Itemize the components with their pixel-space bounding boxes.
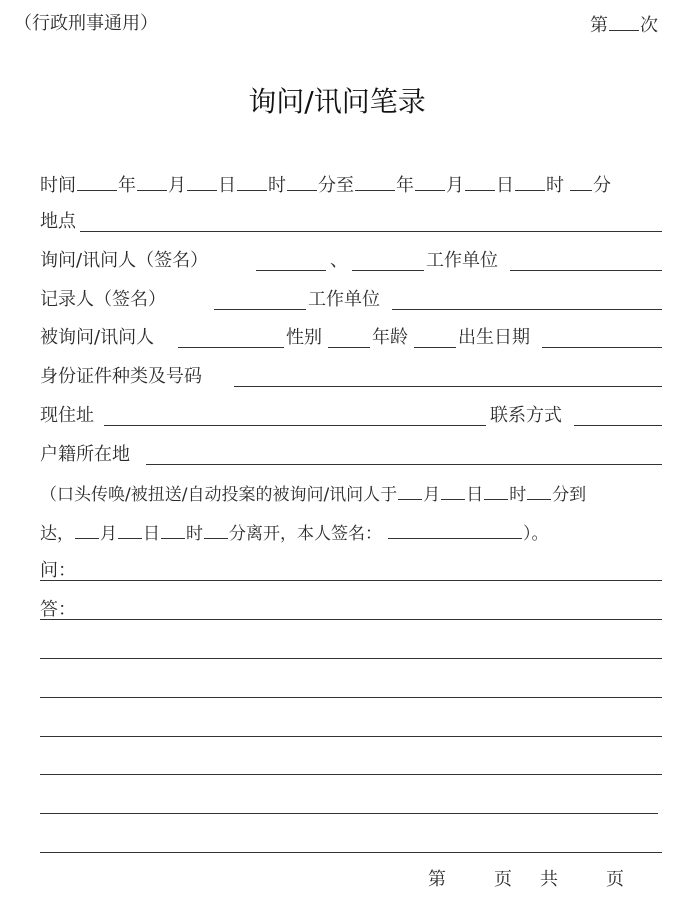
- interviewer-separator: 、: [330, 250, 348, 271]
- end-day-field[interactable]: [465, 172, 495, 191]
- leave-day-label: 日: [143, 524, 160, 544]
- answer-line-3[interactable]: [40, 697, 662, 698]
- leave-month-field[interactable]: [75, 520, 99, 539]
- question-label: 问：: [40, 560, 76, 581]
- answer-line-1[interactable]: [40, 619, 662, 620]
- answer-line-7[interactable]: [40, 852, 662, 853]
- footer-total-prefix: 共: [540, 869, 558, 890]
- leave-minute-field[interactable]: [204, 520, 228, 539]
- arrival-minute-label: 分到: [552, 485, 587, 505]
- place-field[interactable]: [80, 231, 662, 232]
- arrival-hour-field[interactable]: [484, 481, 508, 500]
- answer-line-2[interactable]: [40, 658, 662, 659]
- day2-label: 日: [496, 175, 514, 196]
- visit-count-suffix: 次: [640, 15, 658, 36]
- leave-hour-field[interactable]: [161, 520, 185, 539]
- interviewer-unit-field[interactable]: [510, 270, 662, 271]
- start-year-field[interactable]: [77, 172, 117, 191]
- end-minute-field[interactable]: [570, 172, 592, 191]
- footer-total-suffix: 页: [606, 869, 624, 890]
- footer-page-middle: 页: [494, 869, 512, 890]
- arrival-line-2: [40, 520, 549, 544]
- arrival-month-field[interactable]: [398, 481, 422, 500]
- id-label: 身份证件种类及号码: [40, 366, 202, 387]
- answer-line-4[interactable]: [40, 736, 662, 737]
- month2-label: 月: [446, 175, 464, 196]
- interviewer-2-field[interactable]: [352, 270, 424, 271]
- household-field[interactable]: [146, 464, 662, 465]
- contact-label: 联系方式: [490, 405, 562, 426]
- visit-count: [590, 12, 658, 38]
- footer-page-prefix: 第: [428, 869, 446, 890]
- recorder-unit-field[interactable]: [392, 309, 662, 310]
- age-label: 年龄: [372, 327, 408, 348]
- interviewer-label: 询问/讯问人（签名）: [40, 250, 209, 271]
- answer-line-5[interactable]: [40, 774, 662, 775]
- time-label: 时间: [40, 175, 76, 196]
- recorder-field[interactable]: [214, 309, 306, 310]
- arrival-line-1: [40, 481, 586, 505]
- arrival-minute-field[interactable]: [527, 481, 551, 500]
- start-day-field[interactable]: [187, 172, 217, 191]
- address-field[interactable]: [104, 425, 486, 426]
- leave-day-field[interactable]: [118, 520, 142, 539]
- household-label: 户籍所在地: [40, 444, 130, 465]
- age-field[interactable]: [414, 347, 456, 348]
- visit-count-prefix: 第: [590, 15, 608, 36]
- start-hour-field[interactable]: [237, 172, 267, 191]
- interviewer-unit-label: 工作单位: [426, 250, 498, 271]
- interviewer-1-field[interactable]: [256, 270, 326, 271]
- leave-month-label: 月: [100, 524, 117, 544]
- start-minute-field[interactable]: [287, 172, 317, 191]
- place-label: 地点: [40, 211, 76, 232]
- visit-count-field[interactable]: [609, 12, 639, 31]
- arrival-close: ）。: [523, 524, 549, 544]
- minute-to-label: 分至: [318, 175, 354, 196]
- contact-field[interactable]: [574, 425, 662, 426]
- id-field[interactable]: [234, 386, 662, 387]
- arrival-signature-field[interactable]: [388, 520, 522, 539]
- arrival-month-label: 月: [423, 485, 441, 505]
- start-month-field[interactable]: [137, 172, 167, 191]
- address-label: 现住址: [40, 405, 94, 426]
- minute2-label: 分: [593, 175, 611, 196]
- page-title: 询问/讯问笔录: [248, 85, 426, 118]
- gender-label: 性别: [286, 327, 322, 348]
- leave-signature-label: 分离开，本人签名：: [229, 524, 382, 544]
- month-label: 月: [168, 175, 186, 196]
- arrival-text: （口头传唤/被扭送/自动投案的被询问/讯问人于: [40, 485, 398, 505]
- end-year-field[interactable]: [355, 172, 395, 191]
- birth-label: 出生日期: [458, 327, 530, 348]
- year2-label: 年: [396, 175, 414, 196]
- subject-label: 被询问/讯问人: [40, 327, 155, 348]
- form-category: （行政刑事通用）: [14, 13, 158, 34]
- leave-hour-label: 时: [186, 524, 203, 544]
- recorder-label: 记录人（签名）: [40, 289, 166, 310]
- page-footer: [428, 868, 624, 892]
- day-label: 日: [218, 175, 236, 196]
- arrival-day-label: 日: [466, 485, 484, 505]
- arrival-day-field[interactable]: [441, 481, 465, 500]
- end-hour-field[interactable]: [515, 172, 545, 191]
- birth-field[interactable]: [542, 347, 662, 348]
- question-line[interactable]: [40, 580, 662, 581]
- end-month-field[interactable]: [415, 172, 445, 191]
- subject-name-field[interactable]: [178, 347, 284, 348]
- hour2-label: 时: [546, 175, 564, 196]
- answer-label: 答：: [40, 599, 76, 620]
- gender-field[interactable]: [328, 347, 370, 348]
- arrival-line2-start: 达，: [40, 524, 74, 544]
- hour-label: 时: [268, 175, 286, 196]
- arrival-hour-label: 时: [509, 485, 527, 505]
- recorder-unit-label: 工作单位: [308, 289, 380, 310]
- time-row: [40, 172, 670, 196]
- answer-line-6[interactable]: [40, 813, 658, 814]
- year-label: 年: [118, 175, 136, 196]
